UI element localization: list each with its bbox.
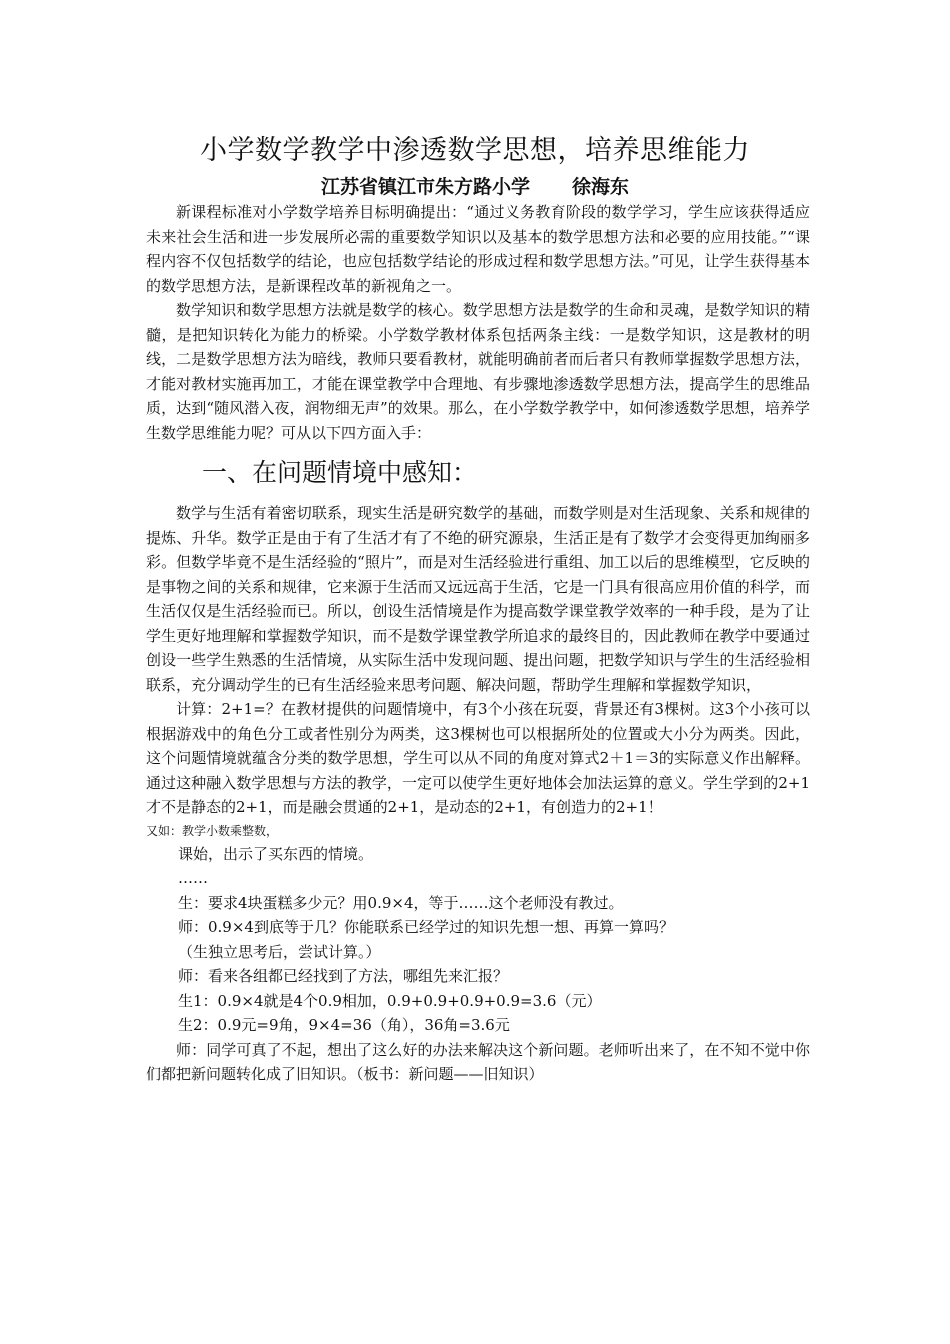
byline	[0, 172, 950, 199]
lesson-intro: 课始，出示了买东西的情境。	[178, 844, 374, 863]
dialog-line: 生：要求4块蛋糕多少元？用0.9×4，等于……这个老师没有教过。	[178, 893, 624, 912]
dialog-line: 师：0.9×4到底等于几？你能联系已经学过的知识先想一想、再算一算吗？	[178, 918, 674, 936]
document-title: 小学数学教学中渗透数学思想，培养思维能力	[200, 135, 750, 166]
example-label: 又如：教学小数乘整数，	[146, 823, 279, 838]
body-paragraph: 计算：2+1=？在教材提供的问题情境中，有3个小孩在玩耍，背景还有3棵树。这3个小孩可以根据游戏中的角色分工或者性别分为两类，这3棵树也可以根据所处的位置或大小分为两类。因此，这个问题情境就蕴含分类的数学思想，学生可以从不同的角度对算式2＋1＝3的实际意义作出解释。通过这种融入数学思想与方法的教学，一定可以使学生更好地体会加法运算的意义。学生学到的2+1才不是静态的2+1，而是融会贯通的2+1，是动态的2+1，有创造力的2+1！	[146, 700, 810, 816]
closing-paragraph: 师：同学可真了不起，想出了这么好的办法来解决这个新问题。老师听出来了，在不知不觉中你们都把新问题转化成了旧知识。（板书：新问题——旧知识）	[146, 1040, 810, 1083]
document-body	[146, 200, 810, 1087]
ellipsis-line: ……	[178, 869, 208, 887]
intro-paragraph: 数学知识和数学思想方法就是数学的核心。数学思想方法是数学的生命和灵魂，是数学知识的精髓，是把知识转化为能力的桥梁。小学数学教材体系包括两条主线：一是数学知识，这是教材的明线，二是数学思想方法为暗线，教师只要看教材，就能明确前者而后者只有教师掌握数学思想方法，才能对教材实施再加工，才能在课堂教学中合理地、有步骤地渗透数学思想方法，提高学生的思维品质，达到“随风潜入夜，润物细无声”的效果。那么，在小学数学教学中，如何渗透数学思想，培养学生数学思维能力呢？可从以下四方面入手：	[146, 301, 810, 442]
school-name: 江苏省镇江市朱方路小学	[320, 176, 530, 198]
section-heading: 一、在问题情境中感知：	[202, 458, 478, 487]
dialog-line: （生独立思考后，尝试计算。）	[178, 942, 381, 961]
dialog-line: 生1：0.9×4就是4个0.9相加，0.9+0.9+0.9+0.9=3.6（元）	[178, 991, 602, 1010]
body-paragraph: 数学与生活有着密切联系，现实生活是研究数学的基础，而数学则是对生活现象、关系和规律的提炼、升华。数学正是由于有了生活才有了不绝的研究源泉，生活正是有了数学才会变得更加绚丽多彩。但数学毕竟不是生活经验的“照片”，而是对生活经验进行重组、加工以后的思维模型，它反映的是事物之间的关系和规律，它来源于生活而又远远高于生活，它是一门具有很高应用价值的科学，而生活仅仅是生活经验而已。所以，创设生活情境是作为提高数学课堂教学效率的一种手段，是为了让学生更好地理解和掌握数学知识，而不是数学课堂教学所追求的最终目的，因此教师在教学中要通过创设一些学生熟悉的生活情境，从实际生活中发现问题、提出问题，把数学知识与学生的生活经验相联系，充分调动学生的已有生活经验来思考问题、解决问题，帮助学生理解和掌握数学知识，	[146, 504, 810, 694]
dialog-line: 生2：0.9元=9角，9×4=36（角），36角=3.6元	[178, 1016, 510, 1034]
intro-paragraph: 新课程标准对小学数学培养目标明确提出：“通过义务教育阶段的数学学习，学生应该获得适应未来社会生活和进一步发展所必需的重要数学知识以及基本的数学思想方法和必要的应用技能。”“课程内容不仅包括数学的结论，也应包括数学结论的形成过程和数学思想方法。”可见，让学生获得基本的数学思想方法，是新课程改革的新视角之一。	[146, 203, 810, 295]
author-name: 徐海东	[572, 176, 630, 198]
dialog-line: 师：看来各组都已经找到了方法，哪组先来汇报？	[178, 967, 509, 985]
